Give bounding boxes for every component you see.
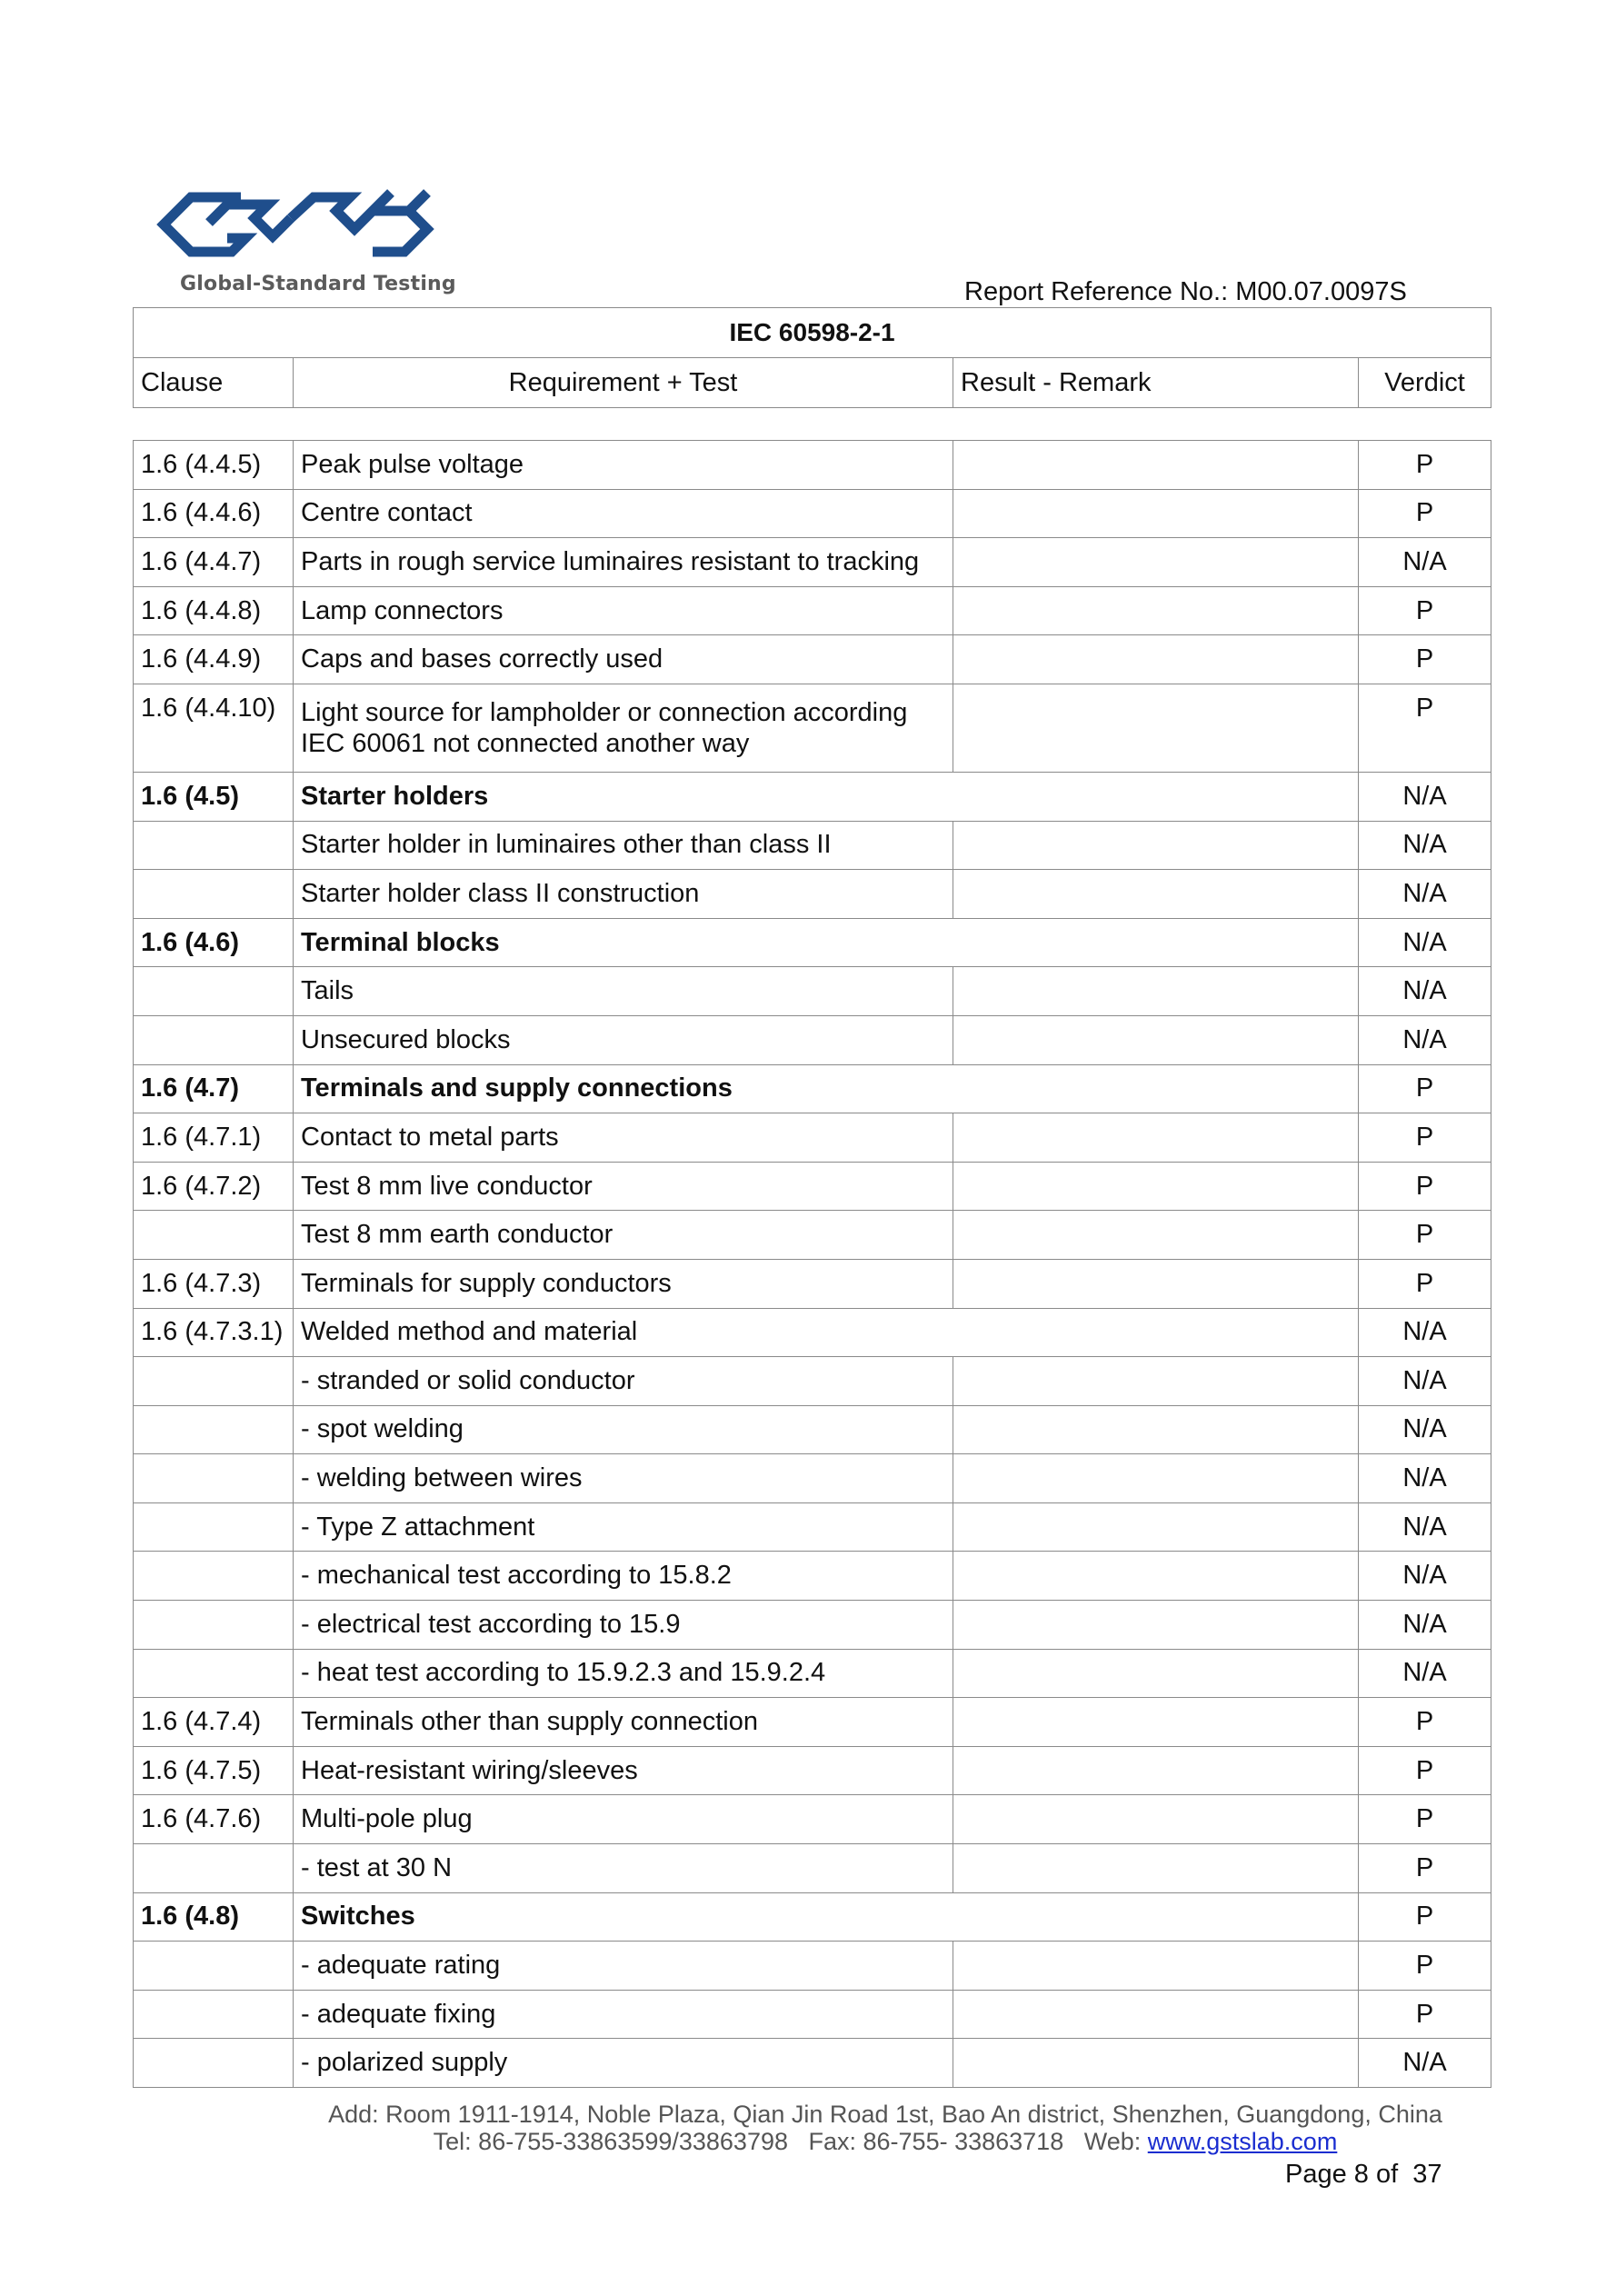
requirement-cell: Multi-pole plug — [294, 1795, 953, 1844]
verdict-cell: N/A — [1359, 1502, 1491, 1552]
table-row — [134, 1746, 1491, 1795]
verdict-cell: P — [1359, 1113, 1491, 1163]
verdict-cell: P — [1359, 1942, 1491, 1991]
clause-cell: 1.6 (4.7.1) — [134, 1113, 294, 1163]
table-row — [134, 1162, 1491, 1211]
clause-cell — [134, 1502, 294, 1552]
remark-cell — [953, 1162, 1359, 1211]
requirement-cell: - mechanical test according to 15.8.2 — [294, 1552, 953, 1601]
report-reference: Report Reference No.: M00.07.0097S — [964, 277, 1407, 306]
remark-cell — [953, 967, 1359, 1016]
table-row — [134, 967, 1491, 1016]
requirement-cell: - heat test according to 15.9.2.3 and 15.9.2.4 — [294, 1649, 953, 1698]
table-row — [134, 1795, 1491, 1844]
requirement-cell: Test 8 mm live conductor — [294, 1162, 953, 1211]
clause-cell — [134, 1990, 294, 2039]
verdict-cell: N/A — [1359, 870, 1491, 919]
remark-cell — [953, 1844, 1359, 1893]
requirement-cell: Unsecured blocks — [294, 1015, 953, 1064]
remark-cell — [953, 1601, 1359, 1650]
verdict-cell: P — [1359, 1162, 1491, 1211]
requirement-cell: Light source for lampholder or connection according IEC 60061 not connected another way — [294, 684, 953, 772]
clause-cell: 1.6 (4.7.5) — [134, 1746, 294, 1795]
clause-cell: 1.6 (4.8) — [134, 1892, 294, 1942]
requirement-cell: - spot welding — [294, 1405, 953, 1454]
table-row — [134, 635, 1491, 684]
table-row — [134, 441, 1491, 490]
requirement-cell: - stranded or solid conductor — [294, 1357, 953, 1406]
verdict-cell: N/A — [1359, 918, 1491, 967]
verdict-cell: P — [1359, 1698, 1491, 1747]
clause-cell — [134, 821, 294, 870]
footer-contact-text: Tel: 86-755-33863599/33863798 Fax: 86-755- 33863718 Web: — [433, 2128, 1148, 2155]
logo-text: Global-Standard Testing — [180, 273, 456, 295]
column-header-remark: Result - Remark — [953, 358, 1359, 408]
table-row — [134, 1405, 1491, 1454]
requirement-cell: Test 8 mm earth conductor — [294, 1211, 953, 1260]
verdict-cell: P — [1359, 684, 1491, 772]
remark-cell — [953, 1552, 1359, 1601]
remark-cell — [953, 684, 1359, 772]
requirement-cell: - adequate fixing — [294, 1990, 953, 2039]
clause-cell: 1.6 (4.7.3.1) — [134, 1308, 294, 1357]
table-row — [134, 2039, 1491, 2088]
remark-cell — [953, 1502, 1359, 1552]
website-link[interactable]: www.gstslab.com — [1147, 2128, 1338, 2155]
clause-cell — [134, 1211, 294, 1260]
header-table — [133, 307, 1491, 408]
table-row — [134, 1552, 1491, 1601]
clause-table — [133, 440, 1491, 2088]
clause-cell: 1.6 (4.7.4) — [134, 1698, 294, 1747]
verdict-cell: P — [1359, 1795, 1491, 1844]
remark-cell — [953, 586, 1359, 635]
requirement-cell: Peak pulse voltage — [294, 441, 953, 490]
verdict-cell: N/A — [1359, 1649, 1491, 1698]
verdict-cell: P — [1359, 1990, 1491, 2039]
table-row — [134, 918, 1491, 967]
verdict-cell: N/A — [1359, 538, 1491, 587]
verdict-cell: N/A — [1359, 1552, 1491, 1601]
clause-cell — [134, 1649, 294, 1698]
clause-cell — [134, 1844, 294, 1893]
remark-cell — [953, 1259, 1359, 1308]
clause-cell: 1.6 (4.7) — [134, 1064, 294, 1113]
table-row — [134, 1844, 1491, 1893]
column-header-verdict: Verdict — [1359, 358, 1491, 408]
clause-cell: 1.6 (4.4.5) — [134, 441, 294, 490]
requirement-cell: Lamp connectors — [294, 586, 953, 635]
clause-cell: 1.6 (4.5) — [134, 772, 294, 821]
clause-cell — [134, 1601, 294, 1650]
requirement-cell: Terminal blocks — [294, 918, 1359, 967]
table-row — [134, 1015, 1491, 1064]
requirement-cell: Starter holder in luminaires other than class II — [294, 821, 953, 870]
verdict-cell: P — [1359, 1259, 1491, 1308]
verdict-cell: P — [1359, 1892, 1491, 1942]
table-row — [134, 1454, 1491, 1503]
clause-cell: 1.6 (4.4.7) — [134, 538, 294, 587]
clause-cell — [134, 1942, 294, 1991]
requirement-cell: - test at 30 N — [294, 1844, 953, 1893]
remark-cell — [953, 2039, 1359, 2088]
verdict-cell: N/A — [1359, 1357, 1491, 1406]
clause-cell: 1.6 (4.4.9) — [134, 635, 294, 684]
verdict-cell: P — [1359, 1844, 1491, 1893]
column-header-clause: Clause — [134, 358, 294, 408]
verdict-cell: N/A — [1359, 1454, 1491, 1503]
table-row — [134, 489, 1491, 538]
remark-cell — [953, 1405, 1359, 1454]
table-row — [134, 1357, 1491, 1406]
requirement-cell: Terminals for supply conductors — [294, 1259, 953, 1308]
verdict-cell: P — [1359, 489, 1491, 538]
requirement-cell: Parts in rough service luminaires resistant to tracking — [294, 538, 953, 587]
requirement-cell: - electrical test according to 15.9 — [294, 1601, 953, 1650]
clause-cell — [134, 1015, 294, 1064]
requirement-cell: Welded method and material — [294, 1308, 1359, 1357]
standard-title: IEC 60598-2-1 — [134, 308, 1491, 358]
remark-cell — [953, 1795, 1359, 1844]
requirement-cell: Caps and bases correctly used — [294, 635, 953, 684]
requirement-cell: Centre contact — [294, 489, 953, 538]
column-header-requirement: Requirement + Test — [294, 358, 953, 408]
remark-cell — [953, 1698, 1359, 1747]
table-row — [134, 1601, 1491, 1650]
table-row — [134, 1942, 1491, 1991]
verdict-cell: N/A — [1359, 1015, 1491, 1064]
clause-cell: 1.6 (4.7.3) — [134, 1259, 294, 1308]
clause-cell — [134, 1454, 294, 1503]
remark-cell — [953, 1990, 1359, 2039]
verdict-cell: P — [1359, 441, 1491, 490]
clause-cell — [134, 1405, 294, 1454]
clause-cell — [134, 870, 294, 919]
table-row — [134, 1502, 1491, 1552]
verdict-cell: P — [1359, 586, 1491, 635]
remark-cell — [953, 538, 1359, 587]
table-row — [134, 684, 1491, 772]
table-row — [134, 1308, 1491, 1357]
table-row — [134, 1113, 1491, 1163]
table-row — [134, 1064, 1491, 1113]
verdict-cell: N/A — [1359, 1405, 1491, 1454]
remark-cell — [953, 1211, 1359, 1260]
verdict-cell: P — [1359, 1211, 1491, 1260]
verdict-cell: N/A — [1359, 772, 1491, 821]
remark-cell — [953, 1746, 1359, 1795]
remark-cell — [953, 635, 1359, 684]
verdict-cell: P — [1359, 635, 1491, 684]
verdict-cell: N/A — [1359, 821, 1491, 870]
table-row — [134, 870, 1491, 919]
requirement-cell: Heat-resistant wiring/sleeves — [294, 1746, 953, 1795]
verdict-cell: N/A — [1359, 2039, 1491, 2088]
remark-cell — [953, 1454, 1359, 1503]
clause-cell: 1.6 (4.4.10) — [134, 684, 294, 772]
verdict-cell: N/A — [1359, 967, 1491, 1016]
verdict-cell: P — [1359, 1064, 1491, 1113]
clause-cell — [134, 1357, 294, 1406]
requirement-cell: - adequate rating — [294, 1942, 953, 1991]
remark-cell — [953, 1015, 1359, 1064]
requirement-cell: Starter holder class II construction — [294, 870, 953, 919]
clause-cell: 1.6 (4.7.6) — [134, 1795, 294, 1844]
clause-cell: 1.6 (4.7.2) — [134, 1162, 294, 1211]
clause-cell: 1.6 (4.4.6) — [134, 489, 294, 538]
page-number: Page 8 of 37 — [1285, 2160, 1442, 2189]
clause-cell: 1.6 (4.4.8) — [134, 586, 294, 635]
clause-cell — [134, 967, 294, 1016]
clause-cell — [134, 1552, 294, 1601]
requirement-cell: Tails — [294, 967, 953, 1016]
table-row — [134, 1649, 1491, 1698]
requirement-cell: - welding between wires — [294, 1454, 953, 1503]
table-row — [134, 1211, 1491, 1260]
table-row — [134, 772, 1491, 821]
table-row — [134, 1990, 1491, 2039]
footer-contact — [77, 2128, 1616, 2156]
remark-cell — [953, 441, 1359, 490]
remark-cell — [953, 821, 1359, 870]
clause-cell — [134, 2039, 294, 2088]
table-row — [134, 538, 1491, 587]
requirement-cell: Terminals and supply connections — [294, 1064, 1359, 1113]
verdict-cell: P — [1359, 1746, 1491, 1795]
verdict-cell: N/A — [1359, 1601, 1491, 1650]
remark-cell — [953, 870, 1359, 919]
requirement-cell: Contact to metal parts — [294, 1113, 953, 1163]
requirement-cell: Starter holders — [294, 772, 1359, 821]
footer-address: Add: Room 1911-1914, Noble Plaza, Qian Jin Road 1st, Bao An district, Shenzhen, Guangdong, China — [328, 2101, 1442, 2128]
table-row — [134, 1698, 1491, 1747]
table-row — [134, 1892, 1491, 1942]
requirement-cell: - Type Z attachment — [294, 1502, 953, 1552]
table-row — [134, 821, 1491, 870]
remark-cell — [953, 1357, 1359, 1406]
clause-cell: 1.6 (4.6) — [134, 918, 294, 967]
requirement-cell: - polarized supply — [294, 2039, 953, 2088]
requirement-cell: Terminals other than supply connection — [294, 1698, 953, 1747]
remark-cell — [953, 489, 1359, 538]
verdict-cell: N/A — [1359, 1308, 1491, 1357]
remark-cell — [953, 1649, 1359, 1698]
requirement-cell: Switches — [294, 1892, 1359, 1942]
remark-cell — [953, 1942, 1359, 1991]
table-row — [134, 586, 1491, 635]
remark-cell — [953, 1113, 1359, 1163]
table-row — [134, 1259, 1491, 1308]
